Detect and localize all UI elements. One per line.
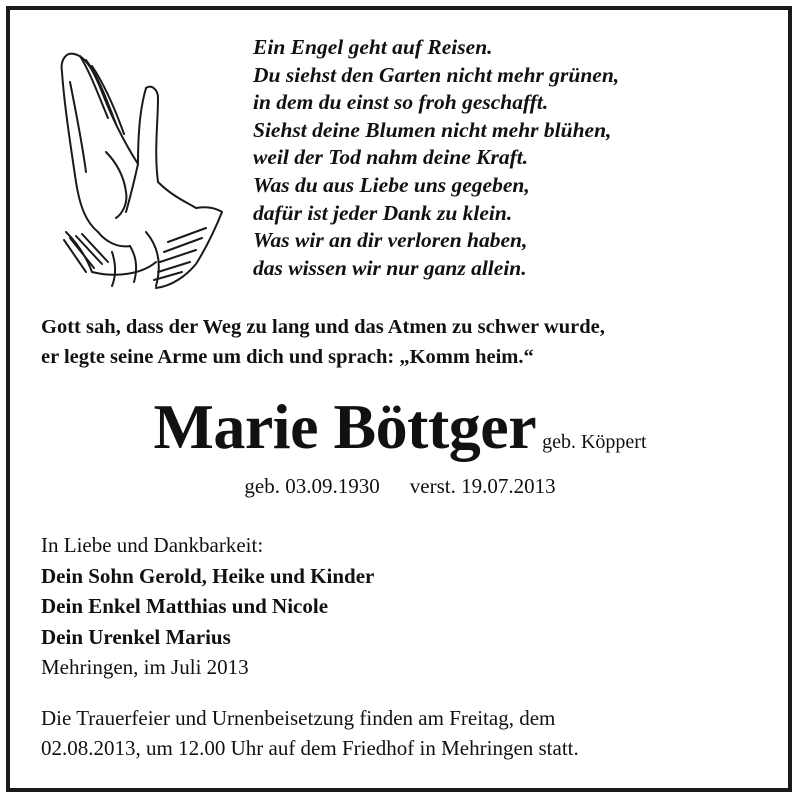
funeral-line: 02.08.2013, um 12.00 Uhr auf dem Friedhof in Mehringen statt. — [41, 736, 579, 760]
poem-line: weil der Tod nahm deine Kraft. — [253, 145, 529, 170]
praying-hands-icon — [46, 42, 226, 292]
deceased-name: Marie Böttger — [153, 391, 537, 462]
family-member: Dein Sohn Gerold, Heike und Kinder — [41, 563, 375, 588]
poem-line: Ein Engel geht auf Reisen. — [253, 35, 493, 59]
quote-line: Gott sah, dass der Weg zu lang und das Atmen zu schwer wurde, — [41, 316, 605, 338]
funeral-notice — [41, 703, 579, 763]
life-dates — [0, 474, 800, 499]
quote-line: er legte seine Arme um dich und sprach: „Komm heim.“ — [41, 346, 534, 368]
poem-line: dafür ist jeder Dank zu klein. — [253, 200, 513, 225]
funeral-line: Die Trauerfeier und Urnenbeisetzung finden am Freitag, dem — [41, 706, 556, 730]
deceased-heading — [0, 390, 800, 464]
poem-line: in dem du einst so froh geschafft. — [253, 90, 549, 115]
poem-line: das wissen wir nur ganz allein. — [253, 255, 527, 280]
poem — [253, 34, 619, 282]
quote — [41, 312, 605, 372]
family-intro: In Liebe und Dankbarkeit: — [41, 533, 264, 557]
birth-date: geb. 03.09.1930 — [244, 474, 380, 498]
poem-line: Siehst deine Blumen nicht mehr blühen, — [253, 117, 612, 142]
family-member: Dein Urenkel Marius — [41, 624, 231, 649]
place-date: Mehringen, im Juli 2013 — [41, 655, 249, 679]
birth-name: geb. Köppert — [542, 431, 647, 453]
family-member: Dein Enkel Matthias und Nicole — [41, 594, 329, 618]
poem-line: Du siehst den Garten nicht mehr grünen, — [253, 62, 620, 87]
family-list — [41, 530, 374, 652]
death-date: verst. 19.07.2013 — [409, 474, 556, 498]
poem-line: Was du aus Liebe uns gegeben, — [253, 172, 530, 197]
poem-line: Was wir an dir verloren haben, — [253, 228, 528, 253]
